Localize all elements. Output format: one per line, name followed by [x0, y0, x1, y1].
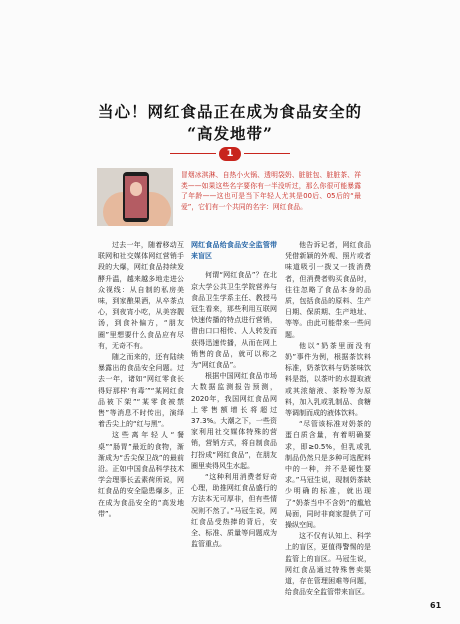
paragraph: 何谓“网红食品”？在北京大学公共卫生学院营养与食品卫生学系主任、教授马冠生看来，那些利用互联网快速传播的特点进行营销，借由口口相传、人人转发而获得迅速传播，从而在网上销售的食品，就可以称之为“网红食品”。 — [191, 271, 277, 370]
article-photo — [97, 168, 173, 226]
column-3 — [285, 240, 371, 599]
paragraph: 他以“奶茶里面没有奶”事件为例，根据茶饮料标准，奶茶饮料与奶茶味饮料是指，以茶叶的水提取液或其浓缩液、茶粉等为原料，加入乳或乳制品、食糖等调制而成的液体饮料。 — [285, 341, 371, 418]
paragraph: 过去一年，随着移动互联网和社交媒体网红营销手段的大爆，网红食品持续发酵升温，越来越多地走进公众视线：从自制的私房美味，到家酿果酒，从卒茶点心，到夜宵小吃，从美容靓汤，到食补偏方，“朋友圈”里想要什么食品应有尽有，无奇不有。 — [98, 241, 184, 350]
paragraph: 这不仅有认知上、科学上的盲区，更值得警惕的是监管上的盲区。马冠生说，网红食品通过特殊售卖渠道，存在管理困难等问题，给食品安全监管带来盲区。 — [285, 532, 371, 597]
paragraph: 他告诉记者，网红食品凭借新颖的外观、照片或者味道吸引一拨又一拨消费者，但消费者购买食品时，往往忽略了食品本身的品质，包括食品的原料、生产日期、保质期、生产地址、等等。由此可能带来一些问题。 — [285, 241, 371, 339]
paragraph: “这种利用消费者好奇心理，助推网红食品盛行的方法本无可厚非，但有些情况则不然了。”马冠生说，网红食品受热捧的背后，安全、标准、质量等问题成为监管重点。 — [191, 473, 277, 549]
article-title-line1: 当心！网红食品正在成为食品安全的 — [97, 102, 362, 121]
livestreamer-face — [130, 182, 142, 196]
paragraph: 这些离年轻人“餐桌”“肠胃”最近的食物，渐渐成为“舌尖保卫战”的最前沿。正如中国食品科学技术学会理事长孟素荷所说，网红食品的安全隐患爆多，正在成为食品安全的“高发地带”。 — [98, 431, 184, 518]
paragraph: “尽管该标准对奶茶的蛋白质含量，有着明确要求，即≥0.5%，但乳或乳制品仍然只是多种可选配料中的一种，并不是硬性要求。”马冠生说，现制奶茶缺少明确的标准，就出现了“奶茶当中不含奶”的尴尬局面，同时非商家提供了可操纵空间。 — [285, 420, 371, 530]
article-intro: 冒烟冰淇淋、自热小火锅、透明袋奶、脏脏包、脏脏茶、祥类——如果这些名字要你有一半没听过，那么你很可能暴露了年龄——这也可是当下年轻人尤其是00后、05后的“最爱”，它们有一个共同的名字：网红食品。 — [181, 171, 361, 211]
section-subheading: 网红食品给食品安全监管带来盲区 — [191, 241, 277, 261]
column-1 — [98, 240, 184, 520]
title-divider-right — [244, 153, 290, 154]
paragraph: 根据中国网红食品市场大数据监测报告预测，2020年，我国网红食品网上零售额增长将超过37.3%。大潮之下，一些资家利用社交媒体特殊的营销，营销方式，将自制食品打扮成“网红食品”，在朋友圈里卖得风生水起。 — [191, 372, 277, 470]
page-number: 61 — [430, 601, 442, 610]
title-divider-left — [170, 153, 216, 154]
article-title-line2: “高发地带” — [187, 124, 273, 143]
part-number-badge: 1 — [219, 147, 241, 161]
column-2 — [191, 240, 277, 550]
paragraph: 随之而来的，还有陆续暴露出的食品安全问题。过去一年，诸如“网红零食长得好那样‘有毒’”“某网红食品被下架”“某零食被禁售”等消息不时传出，演绎着舌尖上的“红与黑”。 — [98, 353, 184, 429]
